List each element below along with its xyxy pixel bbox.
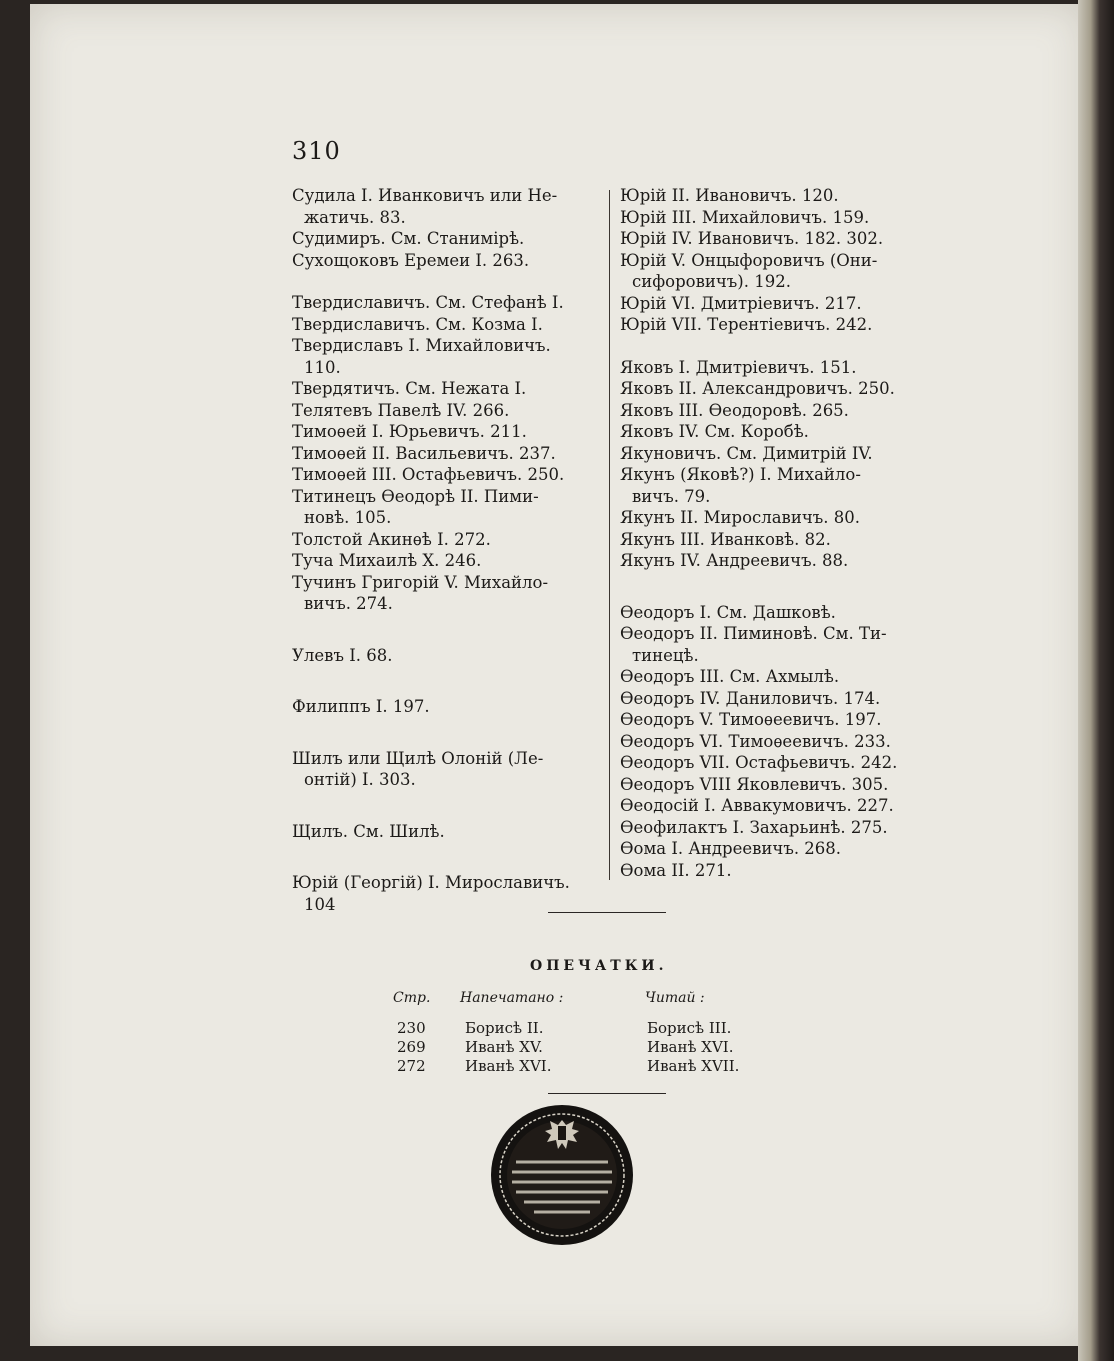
index-entry: Ѳеодоръ I. См. Дашковѣ. [620, 602, 836, 622]
index-entry: Тимоѳей III. Остафьевичъ. 250. [292, 465, 565, 484]
index-entry: Ѳеофилактъ I. Захарьинѣ. 275. [620, 817, 888, 837]
index-entry: Туча Михаилѣ X. 246. [292, 551, 482, 570]
index-entry: Юрiй (Георгiй) I. Мирославичъ. [292, 873, 570, 892]
index-column-left [292, 185, 602, 915]
index-entry: Твердиславъ I. Михайловичъ. [292, 336, 551, 355]
index-entry: Якунъ II. Мирославичъ. 80. [620, 508, 860, 527]
index-column-right [620, 185, 940, 881]
page-number: 310 [292, 137, 341, 165]
index-entry: Юрiй VII. Терентiевичъ. 242. [620, 315, 873, 334]
index-entry: Яковъ IV. См. Коробѣ. [620, 422, 809, 441]
index-entry: Судимиръ. См. Станимiрѣ. [292, 229, 525, 248]
index-entry: Юрiй III. Михайловичъ. 159. [620, 207, 870, 227]
errata-header-page: Стр. [393, 990, 431, 1006]
errata-header-printed: Напечатано : [460, 990, 564, 1006]
errata-printed: Иванѣ XVI. [465, 1057, 552, 1075]
index-entry: Юрiй IV. Ивановичъ. 182. 302. [620, 229, 884, 248]
errata-header-read: Читай : [645, 990, 705, 1006]
errata-read: Иванѣ XVI. [647, 1038, 734, 1056]
index-entry: онтiй) I. 303. [304, 770, 416, 789]
index-entry: Якунъ (Яковѣ?) I. Михайло- [620, 465, 861, 484]
index-entry: Ѳома II. 271. [620, 860, 732, 880]
errata-read: Борисѣ III. [647, 1019, 732, 1037]
index-entry: 110. [304, 357, 341, 377]
index-entry: Якуновичъ. См. Димитрiй IV. [620, 443, 873, 463]
index-entry: 104 [304, 894, 336, 914]
index-entry: тинецѣ. [632, 645, 699, 665]
index-entry: Ѳеодоръ VI. Тимоѳеевичъ. 233. [620, 731, 891, 751]
index-entry: Щилъ. См. Шилѣ. [292, 821, 445, 841]
index-entry: Телятевъ Павелѣ IV. 266. [292, 400, 510, 420]
index-entry: Ѳеодосiй I. Аввакумовичъ. 227. [620, 796, 894, 815]
index-entry: Судила I. Иванковичъ или Не- [292, 186, 558, 205]
index-entry: Юрiй VI. Дмитрiевичъ. 217. [620, 293, 862, 313]
index-entry: Якунъ IV. Андреевичъ. 88. [620, 551, 849, 570]
index-entry: Твердятичъ. См. Нежата I. [292, 379, 527, 398]
index-entry: Тимоѳей I. Юрьевичъ. 211. [292, 422, 527, 441]
index-entry: сифоровичъ). 192. [632, 272, 791, 291]
index-entry: Тимоѳей II. Васильевичъ. 237. [292, 443, 556, 463]
errata-page: 269 [397, 1038, 426, 1056]
errata-printed: Борисѣ II. [465, 1019, 544, 1037]
index-entry: Шилъ или Щилѣ Олонiй (Ле- [292, 748, 544, 768]
index-entry: Улевъ I. 68. [292, 645, 393, 665]
index-entry: Ѳеодоръ VII. Остафьевичъ. 242. [620, 753, 898, 772]
index-entry: Сухощоковъ Еремеи I. 263. [292, 250, 530, 270]
index-entry: Юрiй V. Онцыфоровичъ (Они- [620, 250, 878, 270]
index-entry: Филиппъ I. 197. [292, 697, 430, 716]
index-entry: Толстой Акинѳѣ I. 272. [292, 529, 491, 549]
separator-rule [548, 1093, 666, 1094]
index-entry: вичъ. 79. [632, 486, 711, 506]
errata-page: 272 [397, 1057, 426, 1075]
separator-rule [548, 912, 666, 913]
index-entry: Ѳеодоръ V. Тимоѳеевичъ. 197. [620, 710, 882, 729]
index-entry: Титинецъ Ѳеодорѣ II. Пими- [292, 486, 539, 506]
errata-page: 230 [397, 1019, 426, 1037]
index-entry: Ѳома I. Андреевичъ. 268. [620, 839, 842, 858]
index-entry: Ѳеодоръ VIII Яковлевичъ. 305. [620, 774, 889, 794]
index-entry: Юрiй II. Ивановичъ. 120. [620, 186, 839, 205]
index-entry: Тучинъ Григорiй V. Михайло- [292, 572, 549, 592]
library-stamp [488, 1102, 636, 1248]
index-entry: вичъ. 274. [304, 594, 393, 613]
index-entry: Ѳеодоръ II. Пиминовѣ. См. Ти- [620, 624, 887, 643]
index-entry: Ѳеодоръ III. См. Ахмылѣ. [620, 667, 840, 686]
index-entry: Яковъ I. Дмитрiевичъ. 151. [620, 357, 857, 377]
errata-printed: Иванѣ XV. [465, 1038, 543, 1056]
index-entry: Яковъ III. Ѳеодоровѣ. 265. [620, 400, 849, 420]
index-entry: Яковъ II. Александровичъ. 250. [620, 379, 895, 398]
errata-read: Иванѣ XVII. [647, 1057, 740, 1075]
index-entry: Ѳеодоръ IV. Даниловичъ. 174. [620, 688, 881, 708]
column-divider [609, 190, 610, 880]
index-entry: Якунъ III. Иванковѣ. 82. [620, 529, 831, 549]
index-entry: Твердиславичъ. См. Стефанѣ I. [292, 293, 564, 312]
index-entry: жатичь. 83. [304, 207, 406, 227]
page-edge-right [1078, 0, 1114, 1361]
index-entry: новѣ. 105. [304, 508, 392, 527]
index-entry: Твердиславичъ. См. Козма I. [292, 314, 543, 334]
errata-title: ОПЕЧАТКИ. [530, 958, 668, 974]
